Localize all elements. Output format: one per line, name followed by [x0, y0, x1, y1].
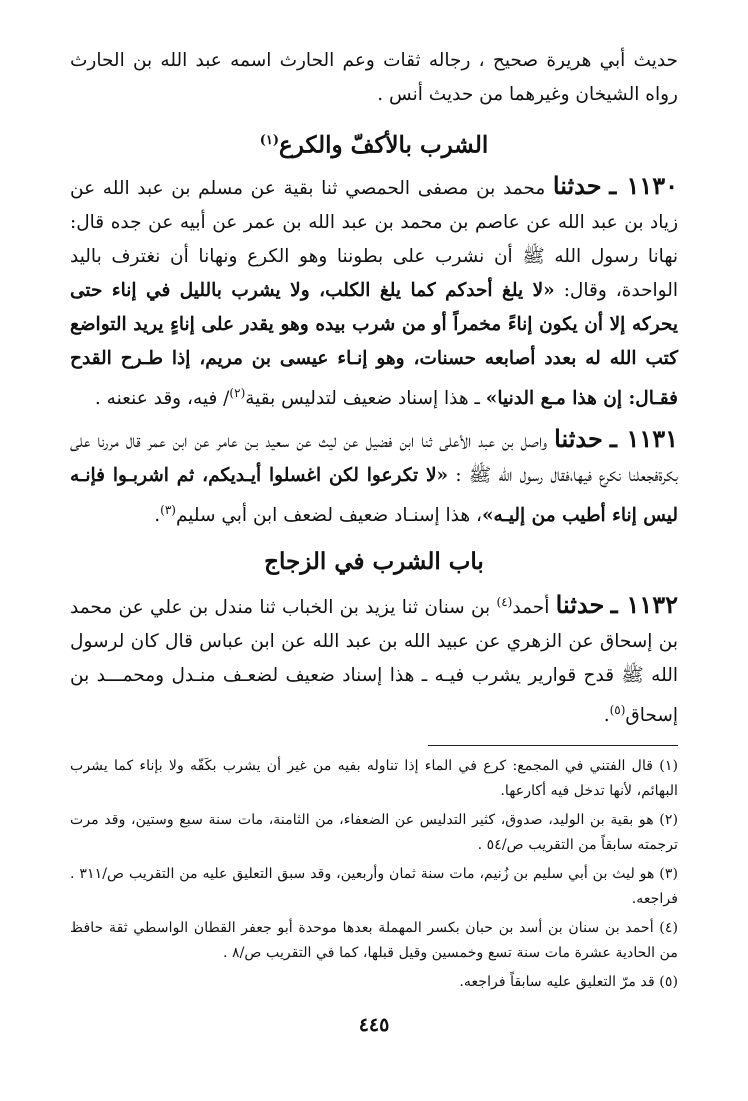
hadith-number: ١١٣٢ ـ [610, 590, 679, 620]
footnote-text: قد مرّ التعليق عليه سابقاً فراجعه. [459, 974, 655, 991]
heading-text: الشرب بالأكفّ والكرع [279, 131, 489, 159]
hadith-grading: ، هذا إسنـاد ضعيف لضعف ابن أبي سليم [175, 504, 482, 526]
hadith-grading-end: / فيه، وقد عنعنه . [94, 387, 230, 409]
footnote-3 [70, 862, 678, 912]
footnote-5 [70, 970, 678, 995]
chapter-heading-drinking-from-glass: باب الشرب في الزجاج [264, 547, 484, 575]
hadith-isnad: واصل بن عبد الأعلى ثنا ابن فضيل عن ليث عن سعيد بـن عامر عن ابن عمر قال مررنا على بكرةفجعلنا نكرع فيها،فقال رسول الله ﷺ : [70, 430, 678, 486]
footnote-mark: (١) [659, 758, 678, 775]
haddathana-label: حدثنا [552, 170, 602, 200]
hadith-1130 [70, 169, 678, 416]
footnote-text: هو ليث بن أبي سليم بن زُنيم، مات سنة ثمان وأربعين، وقد سبق التعليق عليه من التقريب ص/٣١١ . فراجعه. [70, 866, 678, 908]
footnote-text: أحمد بن سنان بن أسد بن حبان بكسر المهملة بعدها موحدة أبو جعفر القطان الواسطي ثقة حافظ من الحادية عشرة مات سنة تسع وخمسين وقيل قبلها، كما في التقريب ص/٨ . [70, 920, 678, 962]
footnote-ref: (٣) [160, 502, 176, 517]
chapter-heading-drinking-with-palms [70, 124, 678, 163]
hadith-end: . [603, 705, 610, 727]
footnote-1 [70, 754, 678, 804]
narrator-name: أحمد [512, 597, 550, 619]
hadith-number: ١١٣١ ـ [609, 423, 678, 453]
footnote-mark: (٢) [659, 812, 679, 829]
hadith-grading: ـ هذا إسناد ضعيف لتدليس بقية [245, 387, 480, 409]
footnote-ref: (٤) [496, 594, 513, 609]
footnote-divider [428, 745, 678, 746]
footnote-ref: (٢) [229, 385, 246, 400]
footnote-mark: (٤) [659, 920, 678, 937]
footnote-4 [70, 916, 678, 966]
haddathana-label: حدثنا [555, 590, 605, 620]
footnote-2 [70, 808, 678, 858]
footnote-mark: (٥) [659, 974, 678, 991]
hadith-isnad: بن سنان ثنا يزيد بن الخباب ثنا مندل بن علي عن محمد بن إسحاق عن الزهري عن عبيد الله بن عبد الله عن ابن عباس قال كان لرسول الله ﷺ قدح قوارير يشرب فيـه ـ هذا إسناد ضعيف لضعـف منـدل ومحمـــد بن إسحاق [70, 597, 678, 727]
footnote-text: قال الفتني في المجمع: كرع في الماء إذا تناوله بفيه من غير أن يشرب بكَفّه ولا بإناء كما يشرب البهائم، لأنها تدخل فيه أكارعها. [70, 758, 678, 800]
haddathana-label: حدثنا [554, 423, 603, 453]
footnote-text: هو بقية بن الوليد، صدوق، كثير التدليس عن الضعفاء، من الثامنة، مات سنة سبع وستين، وقد مرت ترجمته سابقاً من التقريب ص/٥٤ . [70, 812, 678, 854]
hadith-1132 [70, 585, 678, 733]
hadith-matn: «لا تكرعوا لكن اغسلوا أيـديكم، ثم اشربـوا فإنـه ليس إناء أطيب من إليـه» [70, 464, 678, 526]
hadith-grading-end: . [154, 504, 161, 526]
hadith-1131 [70, 422, 678, 533]
hadith-matn: «لا يلغ أحدكم كما يلغ الكلب، ولا يشرب بالليل في إناء حتى يحركه إلا أن يكون إناءً مخمراً أو من شرب بيده وهو يقدر على إناءٍ يريد التواضع كتب الله له بعدد أصابعه حسنات، وهو إنـاء عيسى بن مريم، إذا طـرح القدح فقـال: إن هذا مـع الدنيا» [70, 279, 678, 409]
footnote-mark: (٣) [659, 866, 678, 883]
page-number: ٤٤٥ [358, 1014, 390, 1036]
footnotes-section [70, 754, 678, 995]
footnote-ref: (٥) [609, 703, 626, 718]
hadith-isnad: محمد بن مصفى الحمصي ثنا بقية عن مسلم بن عبد الله عن زياد بن عبد الله عن عاصم بن محمد بن عبد الله بن عمر عن أبيه عن جده قال: نهانا رسول الله ﷺ أن نشرب على بطوننا وهو الكرع ونهانا أن نغترف باليد الواحدة، وقال: [70, 177, 678, 301]
intro-paragraph: حديث أبي هريرة صحيح ، رجاله ثقات وعم الحارث اسمه عبد الله بن الحارث رواه الشيخان وغيرهما من حديث أنس . [70, 50, 678, 105]
footnote-ref: (١) [259, 133, 280, 148]
hadith-number: ١١٣٠ ـ [609, 170, 678, 200]
